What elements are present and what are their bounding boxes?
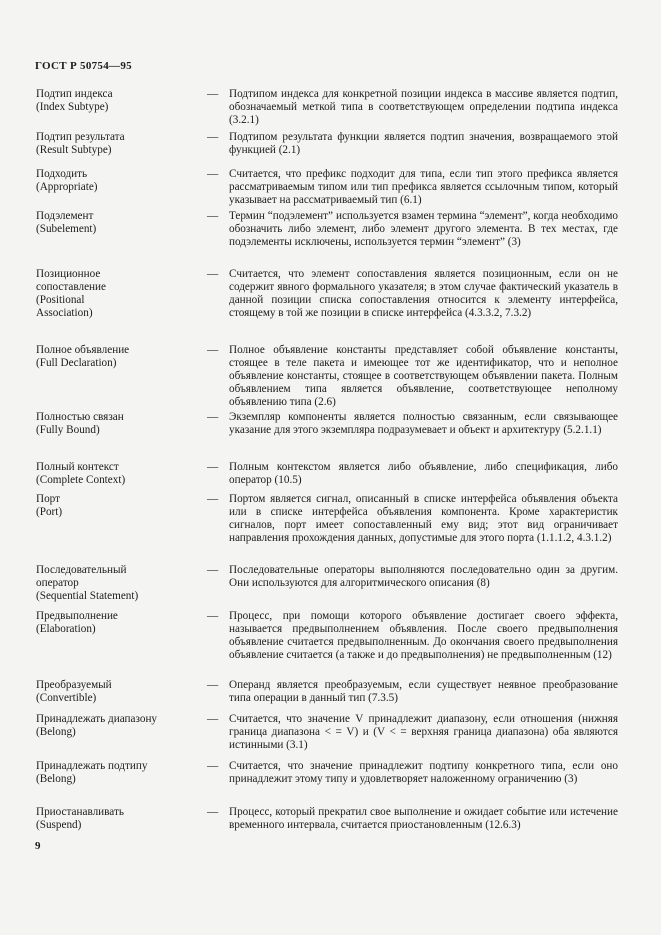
- definition: Считается, что элемент сопоставления является позиционным, если он не содержит явного формального указателя; в этом случае фактический указатель в данной позиции списка сопоставления относится к элементу интерфейса, стоящему в той же позиции в списке интерфейса (4.3.3.2, 7.3.2): [229, 268, 618, 319]
- definition: Процесс, который прекратил свое выполнение и ожидает событие или истечение временного интервала, считается приостановленным (12.6.3): [229, 806, 618, 831]
- definition-dash: —: [207, 610, 219, 622]
- definition-dash: —: [207, 88, 219, 100]
- definition-dash: —: [207, 168, 219, 180]
- definition-dash: —: [207, 806, 219, 818]
- term: Предвыполнение (Elaboration): [36, 610, 118, 635]
- definition-dash: —: [207, 564, 219, 576]
- definition-dash: —: [207, 268, 219, 280]
- term: Принадлежать диапазону (Belong): [36, 713, 158, 738]
- term: Преобразуемый (Convertible): [36, 679, 112, 704]
- definition-dash: —: [207, 679, 219, 691]
- definition-dash: —: [207, 344, 219, 356]
- term: Позиционное сопоставление (Positional Association): [36, 268, 106, 319]
- definition-dash: —: [207, 131, 219, 143]
- definition: Процесс, при помощи которого объявление достигает своего эффекта, называется предвыполнением объявления. После своего предвыполнения объявление считается предвыполненным. До окончания своего предвыполнения объявление считается (а также и до предвыполнения) не предвыполненным (12): [229, 610, 618, 661]
- term: Полное объявление (Full Declaration): [36, 344, 130, 369]
- term: Порт (Port): [36, 493, 63, 518]
- term: Подтип индекса (Index Subtype): [36, 88, 113, 113]
- definition: Портом является сигнал, описанный в списке интерфейса объявления объекта или в списке интерфейса объявления компонента. Кроме характеристик сигналов, порт имеет сопоставленный ему вид; этот вид ограничивает направления прохождения данных, допустимые для этого порта (1.1.1.2, 4.3.1.2): [229, 493, 618, 544]
- definition-dash: —: [207, 493, 219, 505]
- definition-dash: —: [207, 210, 219, 222]
- definition: Полным контекстом является либо объявление, либо спецификация, либо оператор (10.5): [229, 461, 618, 486]
- term: Подходить (Appropriate): [36, 168, 98, 193]
- term: Полный контекст (Complete Context): [36, 461, 126, 486]
- term: Подэлемент (Subelement): [36, 210, 97, 235]
- term: Приостанавливать (Suspend): [36, 806, 124, 831]
- definition: Считается, что префикс подходит для типа, если тип этого префикса является рассматриваемым типом или тип префикса является ссылочным типом, который указывает на рассматриваемый тип (6.1): [229, 168, 618, 206]
- definition: Подтипом результата функции является подтип значения, возвращаемого этой функцией (2.1): [229, 131, 618, 156]
- page-header: ГОСТ Р 50754—95: [35, 60, 132, 72]
- definition: Считается, что значение принадлежит подтипу конкретного типа, если оно принадлежит этому типу и удовлетворяет наложенному ограничению (3): [229, 760, 618, 785]
- term: Последовательный оператор (Sequential Statement): [36, 564, 139, 602]
- term: Принадлежать подтипу (Belong): [36, 760, 148, 785]
- definition-dash: —: [207, 411, 219, 423]
- definition-dash: —: [207, 713, 219, 725]
- page-number: 9: [35, 840, 41, 852]
- term: Полностью связан (Fully Bound): [36, 411, 124, 436]
- definition-dash: —: [207, 461, 219, 473]
- definition: Термин “подэлемент” используется взамен термина “элемент”, когда необходимо обозначить либо элемент, либо элемент другого элемента. В тех местах, где подэлементы исключены, используется термин “элемент” (3): [229, 210, 618, 248]
- definition: Операнд является преобразуемым, если существует неявное преобразование типа операции в данный тип (7.3.5): [229, 679, 618, 704]
- definition: Последовательные операторы выполняются последовательно один за другим. Они используются для алгоритмического описания (8): [229, 564, 618, 589]
- definition-dash: —: [207, 760, 219, 772]
- definition: Считается, что значение V принадлежит диапазону, если отношения (нижняя граница диапазона < = V) и (V < = верхняя граница диапазона) оба являются истинными (3.1): [229, 713, 618, 751]
- definition: Экземпляр компоненты является полностью связанным, если связывающее указание для этого экземпляра подразумевает и объект и архитектуру (5.2.1.1): [229, 411, 618, 436]
- definition: Подтипом индекса для конкретной позиции индекса в массиве является подтип, обозначаемый меткой типа в соответствующем определении подтипа индекса (3.2.1): [229, 88, 618, 126]
- term: Подтип результата (Result Subtype): [36, 131, 125, 156]
- definition: Полное объявление константы представляет собой объявление константы, стоящее в теле пакета и имеющее тот же идентификатор, что и неполное объявление константы, стоящее в соответствующем объявлении пакета. Полным объявлением типа является объявление, соответствующее неполному объявлению типа (2.6): [229, 344, 618, 408]
